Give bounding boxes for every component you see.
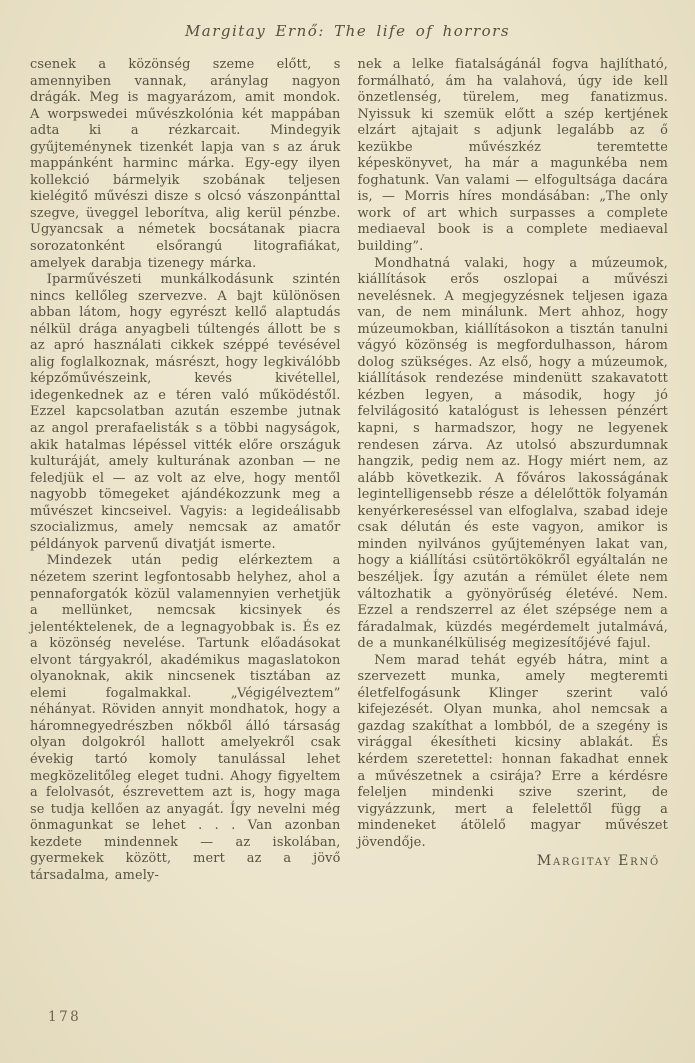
right-column [358,57,669,884]
paragraph: Mindezek után pedig elérkeztem a nézetem szerint legfontosabb helyhez, ahol a pennaforgatók közül valamennyien verhetjük a mellünket, nemcsak kicsinyek és jelentéktelenek, de a legnagyobbak is. És ez a közönség nevelése. Tartunk előadásokat elvont tárgyakról, akadémikus magaslatokon olyanoknak, akik nincsenek tisztában az elemi fogalmakkal. „Végigélveztem” néhányat. Röviden annyit mondhatok, hogy a háromnegyedrészben nőkből álló társaság olyan dolgokról hallott amelyekről csak évekig tartó komoly tanulással lehet megközelitőleg eleget tudni. Ahogy figyeltem a felolvasót, észrevettem azt is, hogy maga se tudja kellően az anyagát. Így nevelni még önmagunkat se lehet . . . Van azonban kezdete mindennek — az iskolában, gyermekek között, mert az a jövő társadalma, amely- [30,553,341,883]
paragraph: Mondhatná valaki, hogy a múzeumok, kiállítások erős oszlopai a művészi nevelésnek. A megjegyzésnek teljesen igaza van, de nem minálunk. Mert ahhoz, hogy múzeumokban, kiállításokon a tisztán tanulni vágyó közönség is megfordulhasson, három dolog szükséges. Az első, hogy a múzeumok, kiállítások rendezése mindenütt szakavatott kézben legyen, a második, hogy jó felvilágositó katalógust is lehessen pénzért kapni, s harmadszor, hogy ne legyenek rendesen zárva. Az utolsó abszurdumnak hangzik, pedig nem az. Hogy miért nem, az alább következik. A főváros lakosságának legintelligensebb része a délelőttök folyamán kenyérkereséssel van elfoglalva, szabad ideje csak délután és este vagyon, amikor is minden nyilvános gyűjteményen lakat van, hogy a kiállítási csütörtökökről egyáltalán ne beszéljek. Így azután a rémület élete nem változhatik a gyönyörűség életévé. Nem. Ezzel a rendszerrel az élet szépsége nem a fáradalmak, küzdés megérdemelt jutalmává, de a munkanélküliség megizesítőjévé fajul. [357,255,668,652]
author-signature: Margitay Ernő [536,853,660,870]
paragraph: csenek a közönség szeme előtt, s amennyiben vannak, aránylag nagyon drágák. Meg is magyarázom, amit mondok. A worpswedei művészkolónia két mappában adta ki a rézkarcait. Mindegyik gyűjteménynek tizenkét lapja van s az áruk mappánként harminc márka. Egy-egy ilyen kollekció bármelyik szobának teljesen kielégitő művészi disze s olcsó vászonpánttal szegve, üveggel leborítva, alig kerül pénzbe. Ugyancsak a németek bocsátanak piacra sorozatonként elsőrangú litografiákat, amelyek darabja tizenegy márka. [30,57,341,271]
running-head: Margitay Ernő: The life of horrors [184,22,511,40]
page-number: 178 [48,1009,82,1025]
paragraph: Nem marad tehát egyéb hátra, mint a szervezett munka, amely megteremti életfelfogásunk Klinger szerint való kifejezését. Olyan munka, ahol nemcsak a gazdag szakíthat a lombból, de a szegény is virággal ékesítheti kicsiny ablakát. És kérdem szeretettel: honnan fakadhat ennek a művészetnek a csirája? Erre a kérdésre feleljen mindenki szive szerint, de vigyázzunk, mert a felelettől függ a mindeneket átölelő magyar művészet jövendője. [357,652,668,850]
text-columns [30,57,668,884]
right-column-paragraphs [358,57,669,851]
paragraph: nek a lelke fiatalságánál fogva hajlítható, formálható, ám ha valahová, úgy ide kell önzetlenség, türelem, meg fanatizmus. Nyissuk ki szemük előtt a szép kertjének elzárt ajtajait s adjunk legalább az ő kezükbe művészkéz teremtette képeskönyvet, ha már a magunkéba nem foghatunk. Van valami — elfogultsága dacára is, — Morris híres mondásában: „The only work of art which surpasses a complete mediaeval book is a complete mediaeval building”. [357,57,668,255]
left-column [30,57,341,884]
paragraph: Iparművészeti munkálkodásunk szintén nincs kellőleg szervezve. A bajt különösen abban látom, hogy egyrészt kellő alaptudás nélkül drága anyagbeli túltengés állott be s az apró használati cikkek széppé tevésével alig foglalkoznak, másrészt, hogy legkiválóbb képzőművészeink, kevés kivétellel, idegenkednek az e téren való működéstől. Ezzel kapcsolatban azután eszembe jutnak az angol prerafaelisták s a többi nagyságok, akik hatalmas lépéssel vitték előre országuk kulturáját, amely kulturának azonban — ne feledjük el — az volt az elve, hogy mentől nagyobb tömegeket ajándékozzunk meg a művészet kincseivel. Vagyis: a legideálisabb szocializmus, amely nemcsak az amatőr példányok parvenű divatját ismerte. [30,272,341,552]
